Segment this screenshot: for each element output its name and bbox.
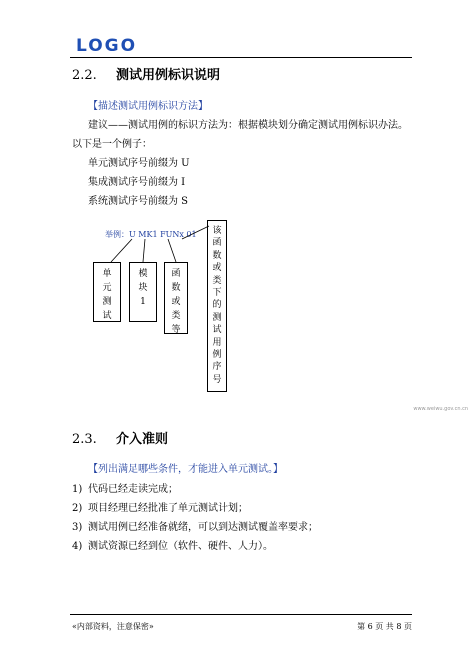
section-number: 2.3.	[72, 432, 97, 447]
logo: LOGO	[76, 36, 138, 56]
box-char: 单	[102, 269, 112, 279]
watermark: www.weiwu.gov.cn.cn	[413, 406, 468, 412]
connector-serial	[182, 226, 209, 239]
prefix-rule-unit: 单元测试序号前缀为 U	[88, 158, 190, 169]
box-char: 或	[171, 297, 181, 307]
prefix-rule-system: 系统测试序号前缀为 S	[88, 196, 189, 207]
box-char: 该	[212, 226, 222, 236]
footer-divider	[70, 614, 412, 615]
list-text: 测试资源已经到位（软件、硬件、人力）。	[88, 541, 273, 552]
box-char: 序	[212, 362, 222, 373]
box-char: 或	[212, 263, 222, 274]
box-char: 元	[102, 283, 112, 293]
box-char: 用	[212, 337, 222, 348]
connector-module	[143, 239, 145, 262]
instruction-note: 【描述测试用例标识方法】	[88, 101, 208, 112]
box-char: 类	[212, 275, 222, 286]
instruction-note: 【列出满足哪些条件，才能进入单元测试。】	[88, 464, 283, 475]
box-module	[129, 262, 157, 322]
box-function	[164, 262, 188, 334]
box-char: 的	[212, 300, 222, 311]
box-char: 等	[171, 325, 181, 335]
box-char: 测	[102, 297, 112, 307]
section-number: 2.2.	[72, 68, 97, 83]
section-title: 介入准则	[116, 432, 169, 447]
box-char: 数	[212, 250, 222, 261]
box-char: 函	[171, 269, 181, 279]
list-text: 项目经理已经批准了单元测试计划；	[88, 503, 248, 514]
list-marker: 1)	[72, 484, 83, 495]
box-char: 测	[212, 312, 222, 323]
list-marker: 4)	[72, 541, 83, 552]
box-char: 模	[138, 269, 148, 279]
footer-page-number: 第 6 页 共 8 页	[357, 622, 412, 631]
section-title: 测试用例标识说明	[116, 68, 221, 83]
box-serial-number	[207, 220, 227, 392]
body-paragraph: 建议——测试用例的标识方法为：根据模块划分确定测试用例标识办法。	[88, 120, 408, 131]
list-item	[72, 518, 318, 533]
list-marker: 2)	[72, 503, 83, 514]
intro-text: 以下是一个例子：	[72, 139, 152, 150]
box-char: 函	[212, 238, 222, 249]
box-char: 号	[212, 374, 222, 385]
box-char: 块	[138, 283, 148, 293]
connector-unit	[111, 239, 132, 262]
box-char: 下	[212, 288, 222, 299]
box-unit-test	[93, 262, 121, 322]
example-label: 举例：U MK1 FUNx 01	[105, 230, 197, 239]
box-char: 试	[102, 311, 112, 321]
box-char: 1	[140, 297, 146, 307]
box-char: 例	[212, 350, 222, 361]
list-item	[72, 537, 273, 552]
section-heading-2-3	[72, 428, 168, 447]
list-marker: 3)	[72, 522, 83, 533]
box-char: 试	[212, 325, 222, 336]
connector-function	[168, 239, 176, 262]
list-item	[72, 499, 248, 514]
prefix-rule-integration: 集成测试序号前缀为 I	[88, 177, 186, 188]
box-char: 类	[171, 311, 181, 321]
list-text: 测试用例已经准备就绪，可以到达测试覆盖率要求；	[88, 522, 318, 533]
footer-confidential: «内部资料，注意保密»	[72, 622, 154, 631]
list-text: 代码已经走读完成；	[88, 484, 178, 495]
box-char: 数	[171, 283, 181, 293]
list-item	[72, 480, 178, 495]
